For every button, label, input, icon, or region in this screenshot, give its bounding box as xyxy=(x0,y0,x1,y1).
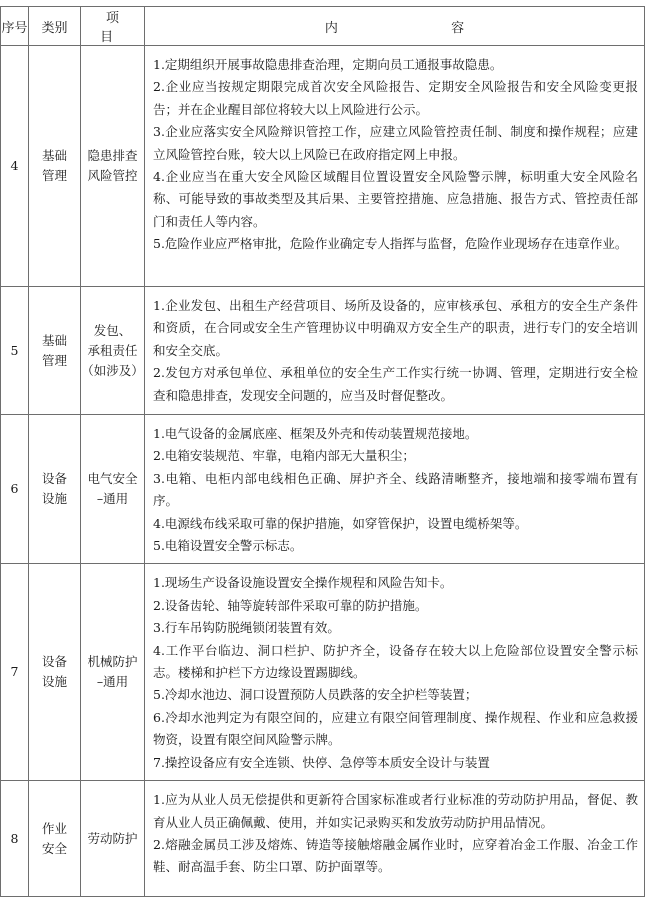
row-number-text: 5 xyxy=(10,342,19,358)
content-item: 1.企业发包、出租生产经营项目、场所及设备的，应审核承包、承租方的安全生产条件和资质，在合同或安全生产管理协议中明确双方安全生产的职责，进行专门的安全培训和安全交底。 xyxy=(153,298,638,358)
row-category xyxy=(29,287,81,415)
table-row xyxy=(1,415,645,564)
row-item xyxy=(81,287,145,415)
header-no: 序号 xyxy=(1,7,29,46)
row-item-text: 发包、 承租责任 （如涉及） xyxy=(81,322,144,378)
table-row xyxy=(1,46,645,287)
row-category-text: 设备 设施 xyxy=(41,471,67,507)
content-item: 6.冷却水池判定为有限空间的，应建立有限空间管理制度、操作规程、作业和应急救援物资，设置有限空间风险警示牌。 xyxy=(153,709,638,748)
row-item-text: 电气安全 –通用 xyxy=(87,471,138,507)
content-item: 4.工作平台临边、洞口栏护、防护齐全，设备存在较大以上危险部位设置安全警示标志。楼梯和护栏下方边缘设置踢脚线。 xyxy=(153,642,638,681)
content-item: 5.电箱设置安全警示标志。 xyxy=(153,538,303,554)
row-content xyxy=(145,46,645,287)
row-category xyxy=(29,46,81,287)
header-content: 内 容 xyxy=(145,7,645,46)
content-item: 2.发包方对承包单位、承租单位的安全生产工作实行统一协调、管理，定期进行安全检查和隐患排查，发现安全问题的，应当及时督促整改。 xyxy=(153,365,638,403)
row-number-text: 7 xyxy=(10,664,19,680)
row-category-text: 作业 安全 xyxy=(41,820,67,856)
content-item: 2.熔融金属员工涉及熔炼、铸造等接触熔融金属作业时，应穿着冶金工作服、冶金工作鞋、耐高温手套、防尘口罩、防护面罩等。 xyxy=(153,836,638,875)
content-item: 1.应为从业人员无偿提供和更新符合国家标准或者行业标准的劳动防护用品，督促、教育从业人员正确佩戴、使用，并如实记录购买和发放劳动防护用品情况。 xyxy=(153,792,638,830)
table-row xyxy=(1,287,645,415)
table-header-row xyxy=(1,7,645,46)
row-item-text: 机械防护 –通用 xyxy=(87,654,138,690)
row-category-text: 设备 设施 xyxy=(41,654,67,690)
row-number xyxy=(1,415,29,564)
row-number-text: 6 xyxy=(10,481,19,497)
content-item: 3.电箱、电柜内部电线相色正确、屏护齐全、线路清晰整齐，接地端和接零端布置有序。 xyxy=(153,470,638,509)
row-content xyxy=(145,287,645,415)
row-number-text: 8 xyxy=(10,830,19,846)
content-item: 4.电源线布线采取可靠的保护措施，如穿管保护，设置电缆桥架等。 xyxy=(153,515,528,531)
row-item xyxy=(81,781,145,897)
row-number xyxy=(1,287,29,415)
header-category: 类别 xyxy=(29,7,81,46)
table-row xyxy=(1,781,645,897)
content-item: 7.操控设备应有安全连锁、快停、急停等本质安全设计与装置 xyxy=(153,754,490,770)
content-item: 1.定期组织开展事故隐患排查治理，定期向员工通报事故隐患。 xyxy=(153,57,503,72)
content-item: 5.危险作业应严格审批，危险作业确定专人指挥与监督，危险作业现场存在违章作业。 xyxy=(153,236,628,252)
row-number xyxy=(1,564,29,781)
row-number xyxy=(1,46,29,287)
row-item-text: 隐患排查 风险管控 xyxy=(87,148,138,183)
row-number xyxy=(1,781,29,897)
row-category xyxy=(29,564,81,781)
inspection-table xyxy=(0,6,645,897)
row-item-text: 劳动防护 xyxy=(87,830,138,846)
row-content xyxy=(145,564,645,781)
row-content xyxy=(145,415,645,564)
row-item xyxy=(81,564,145,781)
content-item: 4.企业应当在重大安全风险区域醒目位置设置安全风险警示牌，标明重大安全风险名称、可能导致的事故类型及其后果、主要管控措施、应急措施、报告方式、管控责任部门和责任人等内容。 xyxy=(153,169,638,229)
content-item: 2.企业应当按规定期限完成首次安全风险报告、定期安全风险报告和安全风险变更报告；并在企业醒目部位将较大以上风险进行公示。 xyxy=(153,79,638,117)
row-content xyxy=(145,781,645,897)
content-item: 1.现场生产设备设施设置安全操作规程和风险告知卡。 xyxy=(153,575,453,591)
row-category-text: 基础 管理 xyxy=(41,332,67,368)
table-row xyxy=(1,564,645,781)
content-item: 3.行车吊钩防脱绳锁闭装置有效。 xyxy=(153,620,340,636)
row-category-text: 基础 管理 xyxy=(41,148,67,183)
row-number-text: 4 xyxy=(10,158,19,173)
content-item: 5.冷却水池边、洞口设置预防人员跌落的安全护栏等装置； xyxy=(153,687,478,703)
content-item: 1.电气设备的金属底座、框架及外壳和传动装置规范接地。 xyxy=(153,426,478,441)
row-item xyxy=(81,46,145,287)
row-category xyxy=(29,781,81,897)
row-category xyxy=(29,415,81,564)
content-item: 2.电箱安装规范、牢靠，电箱内部无大量积尘； xyxy=(153,448,415,464)
content-item: 3.企业应落实安全风险辩识管控工作，应建立风险管控责任制、制度和操作规程；应建立风险管控台账，较大以上风险已在政府指定网上申报。 xyxy=(153,124,638,162)
content-item: 2.设备齿轮、轴等旋转部件采取可靠的防护措施。 xyxy=(153,597,428,613)
header-item: 项 目 xyxy=(81,7,145,46)
row-item xyxy=(81,415,145,564)
